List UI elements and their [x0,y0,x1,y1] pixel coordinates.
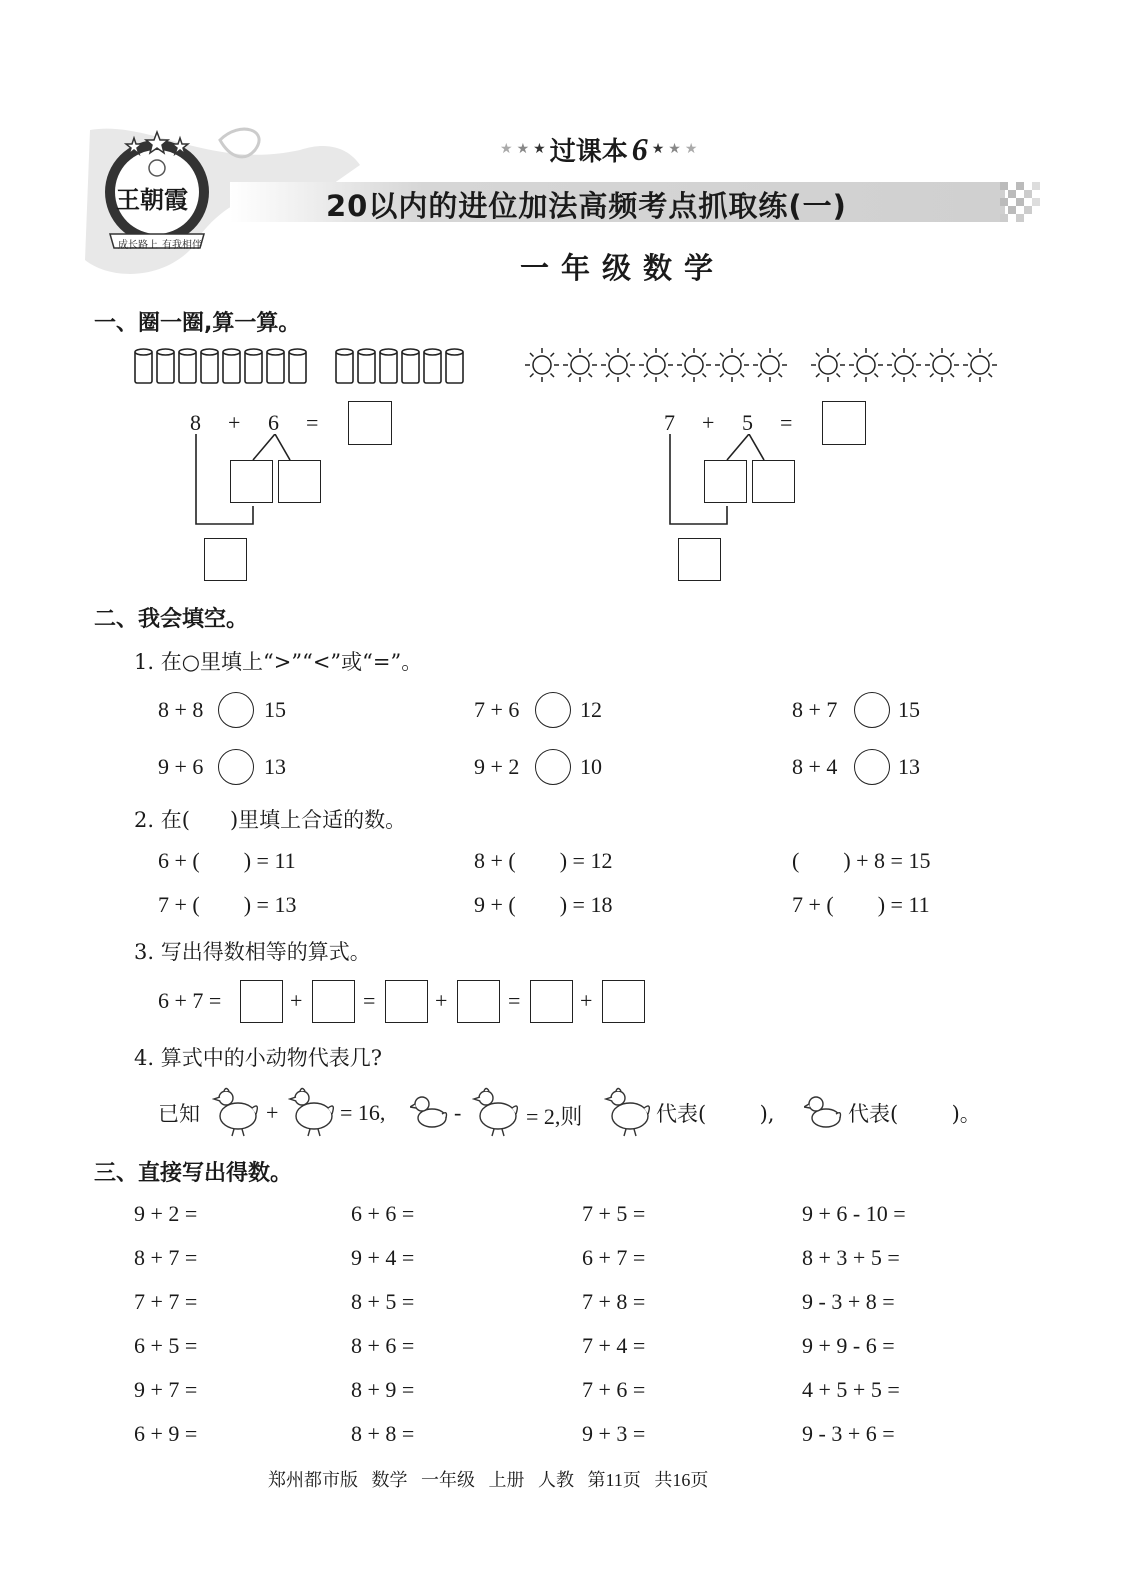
compare-left: 7 + 6 [474,697,520,722]
compare-circle[interactable] [535,692,571,728]
brand-logo [96,126,218,256]
fill-blank-equation[interactable]: 7 + ( ) = 11 [792,892,930,917]
cylinder-icon [336,349,353,383]
compare-circle[interactable] [218,692,254,728]
sun-icon [753,348,787,382]
compare-circle[interactable] [854,692,890,728]
cylinders-group [130,346,475,388]
q3-lead: 6 + 7 = [158,988,222,1013]
page-subtitle: 一年级数学 [520,251,726,285]
calc-item[interactable]: 4 + 5 + 5 = [802,1377,900,1402]
star-icon: ★ [651,141,665,157]
q4-prompt: 4. 算式中的小动物代表几? [134,1046,382,1070]
sun-icon [925,348,959,382]
star-icon: ★ [533,141,546,157]
sun-icon [715,348,749,382]
answer-box[interactable] [602,980,645,1023]
compare-left: 8 + 7 [792,697,838,722]
calc-item[interactable]: 8 + 3 + 5 = [802,1245,900,1270]
calc-item[interactable]: 6 + 7 = [582,1245,646,1270]
duck-icon [804,1090,844,1132]
sun-icon [887,348,921,382]
plus-sign: + [228,410,241,435]
plus-sign: + [702,410,715,435]
fill-blank-equation[interactable]: 8 + ( ) = 12 [474,848,613,873]
calc-item[interactable]: 8 + 8 = [351,1421,415,1446]
q4-represents-duck[interactable]: 代表( )。 [848,1102,981,1126]
equals-sign: = [306,410,319,435]
calc-item[interactable]: 7 + 5 = [582,1201,646,1226]
series-line [500,132,697,166]
star-icon: ★ [516,141,530,157]
sun-icon [811,348,845,382]
q1-prompt: 1. 在○里填上“>”“<”或“=”。 [134,650,423,674]
series-name: 过课本 [549,136,628,167]
addend-a: 7 [664,410,675,435]
series-number: 6 [631,130,648,167]
ten-box[interactable] [204,538,247,581]
calc-item[interactable]: 7 + 7 = [134,1289,198,1314]
equals-sign: = [508,988,521,1013]
page-title: 20以内的进位加法高频考点抓取练(一) [326,189,847,223]
answer-box[interactable] [348,401,392,445]
q4-eq1: = 16, [340,1100,386,1125]
chicken-icon [604,1084,654,1138]
calc-item[interactable]: 8 + 9 = [351,1377,415,1402]
chicken-icon [472,1084,522,1138]
fill-blank-equation[interactable]: 7 + ( ) = 13 [158,892,297,917]
calc-item[interactable]: 7 + 4 = [582,1333,646,1358]
sun-icon [639,348,673,382]
logo-motto-right: 有我相伴 [162,240,202,251]
q3-prompt: 3. 写出得数相等的算式。 [134,940,371,964]
calc-item[interactable]: 9 + 9 - 6 = [802,1333,895,1358]
compare-right: 12 [580,697,602,722]
calc-item[interactable]: 6 + 9 = [134,1421,198,1446]
section-3-heading: 三、直接写出得数。 [94,1161,293,1186]
cylinder-icon [245,349,262,383]
suns-group [522,344,1002,386]
sun-icon [601,348,635,382]
cylinder-icon [179,349,196,383]
q4-eq2: = 2,则 [526,1104,583,1129]
addend-a: 8 [190,410,201,435]
cylinder-icon [446,349,463,383]
calc-item[interactable]: 9 - 3 + 8 = [802,1289,895,1314]
compare-circle[interactable] [854,749,890,785]
minus-sign: - [454,1100,462,1125]
sun-icon [525,348,559,382]
sun-icon [963,348,997,382]
plus-sign: + [266,1100,279,1125]
compare-right: 15 [898,697,920,722]
answer-box[interactable] [312,980,355,1023]
page-footer: 郑州都市版 数学 一年级 上册 人教 第11页 共16页 [268,1470,709,1490]
sun-icon [677,348,711,382]
chicken-icon [212,1084,262,1138]
calc-item[interactable]: 8 + 5 = [351,1289,415,1314]
answer-box[interactable] [240,980,283,1023]
compare-circle[interactable] [218,749,254,785]
compare-left: 9 + 6 [158,754,204,779]
cylinder-icon [135,349,152,383]
equals-sign: = [363,988,376,1013]
star-icon: ★ [500,141,513,157]
split-box[interactable] [230,460,273,503]
fill-blank-equation[interactable]: ( ) + 8 = 15 [792,848,931,873]
cylinder-icon [424,349,441,383]
split-box[interactable] [278,460,321,503]
compare-right: 13 [898,754,920,779]
answer-box[interactable] [385,980,428,1023]
calc-item[interactable]: 8 + 7 = [134,1245,198,1270]
answer-box[interactable] [822,401,866,445]
split-box[interactable] [704,460,747,503]
cylinder-icon [201,349,218,383]
equals-sign: = [780,410,793,435]
calc-item[interactable]: 9 - 3 + 6 = [802,1421,895,1446]
sun-icon [563,348,597,382]
plus-sign: + [580,988,593,1013]
cylinder-icon [358,349,375,383]
calc-item[interactable]: 7 + 8 = [582,1289,646,1314]
compare-circle[interactable] [535,749,571,785]
calc-item[interactable]: 6 + 5 = [134,1333,198,1358]
compare-right: 15 [264,697,286,722]
compare-right: 13 [264,754,286,779]
q4-known: 已知 [158,1102,200,1126]
calc-item[interactable]: 9 + 7 = [134,1377,198,1402]
answer-box[interactable] [530,980,573,1023]
fill-blank-equation[interactable]: 9 + ( ) = 18 [474,892,613,917]
fill-blank-equation[interactable]: 6 + ( ) = 11 [158,848,296,873]
calc-item[interactable]: 9 + 2 = [134,1201,198,1226]
ten-box[interactable] [678,538,721,581]
star-icon: ★ [668,141,681,157]
calc-item[interactable]: 6 + 6 = [351,1201,415,1226]
section-1-heading: 一、圈一圈,算一算。 [94,311,301,336]
cylinder-icon [289,349,306,383]
answer-box[interactable] [457,980,500,1023]
cylinder-icon [402,349,419,383]
compare-right: 10 [580,754,602,779]
duck-icon [410,1090,450,1132]
sun-icon [849,348,883,382]
addend-b: 6 [268,410,279,435]
q4-represents-chicken[interactable]: 代表( ), [656,1102,775,1126]
calc-item[interactable]: 9 + 6 - 10 = [802,1201,906,1226]
cylinder-icon [223,349,240,383]
compare-left: 9 + 2 [474,754,520,779]
logo-motto-left: 成长路上 [118,240,158,251]
compare-left: 8 + 8 [158,697,204,722]
calc-item[interactable]: 9 + 3 = [582,1421,646,1446]
cylinder-icon [157,349,174,383]
star-icon: ★ [684,141,698,157]
chicken-icon [288,1084,338,1138]
cylinder-icon [267,349,284,383]
plus-sign: + [435,988,448,1013]
plus-sign: + [290,988,303,1013]
section-2-heading: 二、我会填空。 [94,607,249,632]
logo-name: 王朝霞 [116,185,188,214]
cylinder-icon [380,349,397,383]
compare-left: 8 + 4 [792,754,838,779]
addend-b: 5 [742,410,753,435]
calc-item[interactable]: 9 + 4 = [351,1245,415,1270]
split-box[interactable] [752,460,795,503]
calc-item[interactable]: 7 + 6 = [582,1377,646,1402]
q2-prompt: 2. 在( )里填上合适的数。 [134,808,407,832]
calc-item[interactable]: 8 + 6 = [351,1333,415,1358]
checker-pattern [1000,182,1040,222]
